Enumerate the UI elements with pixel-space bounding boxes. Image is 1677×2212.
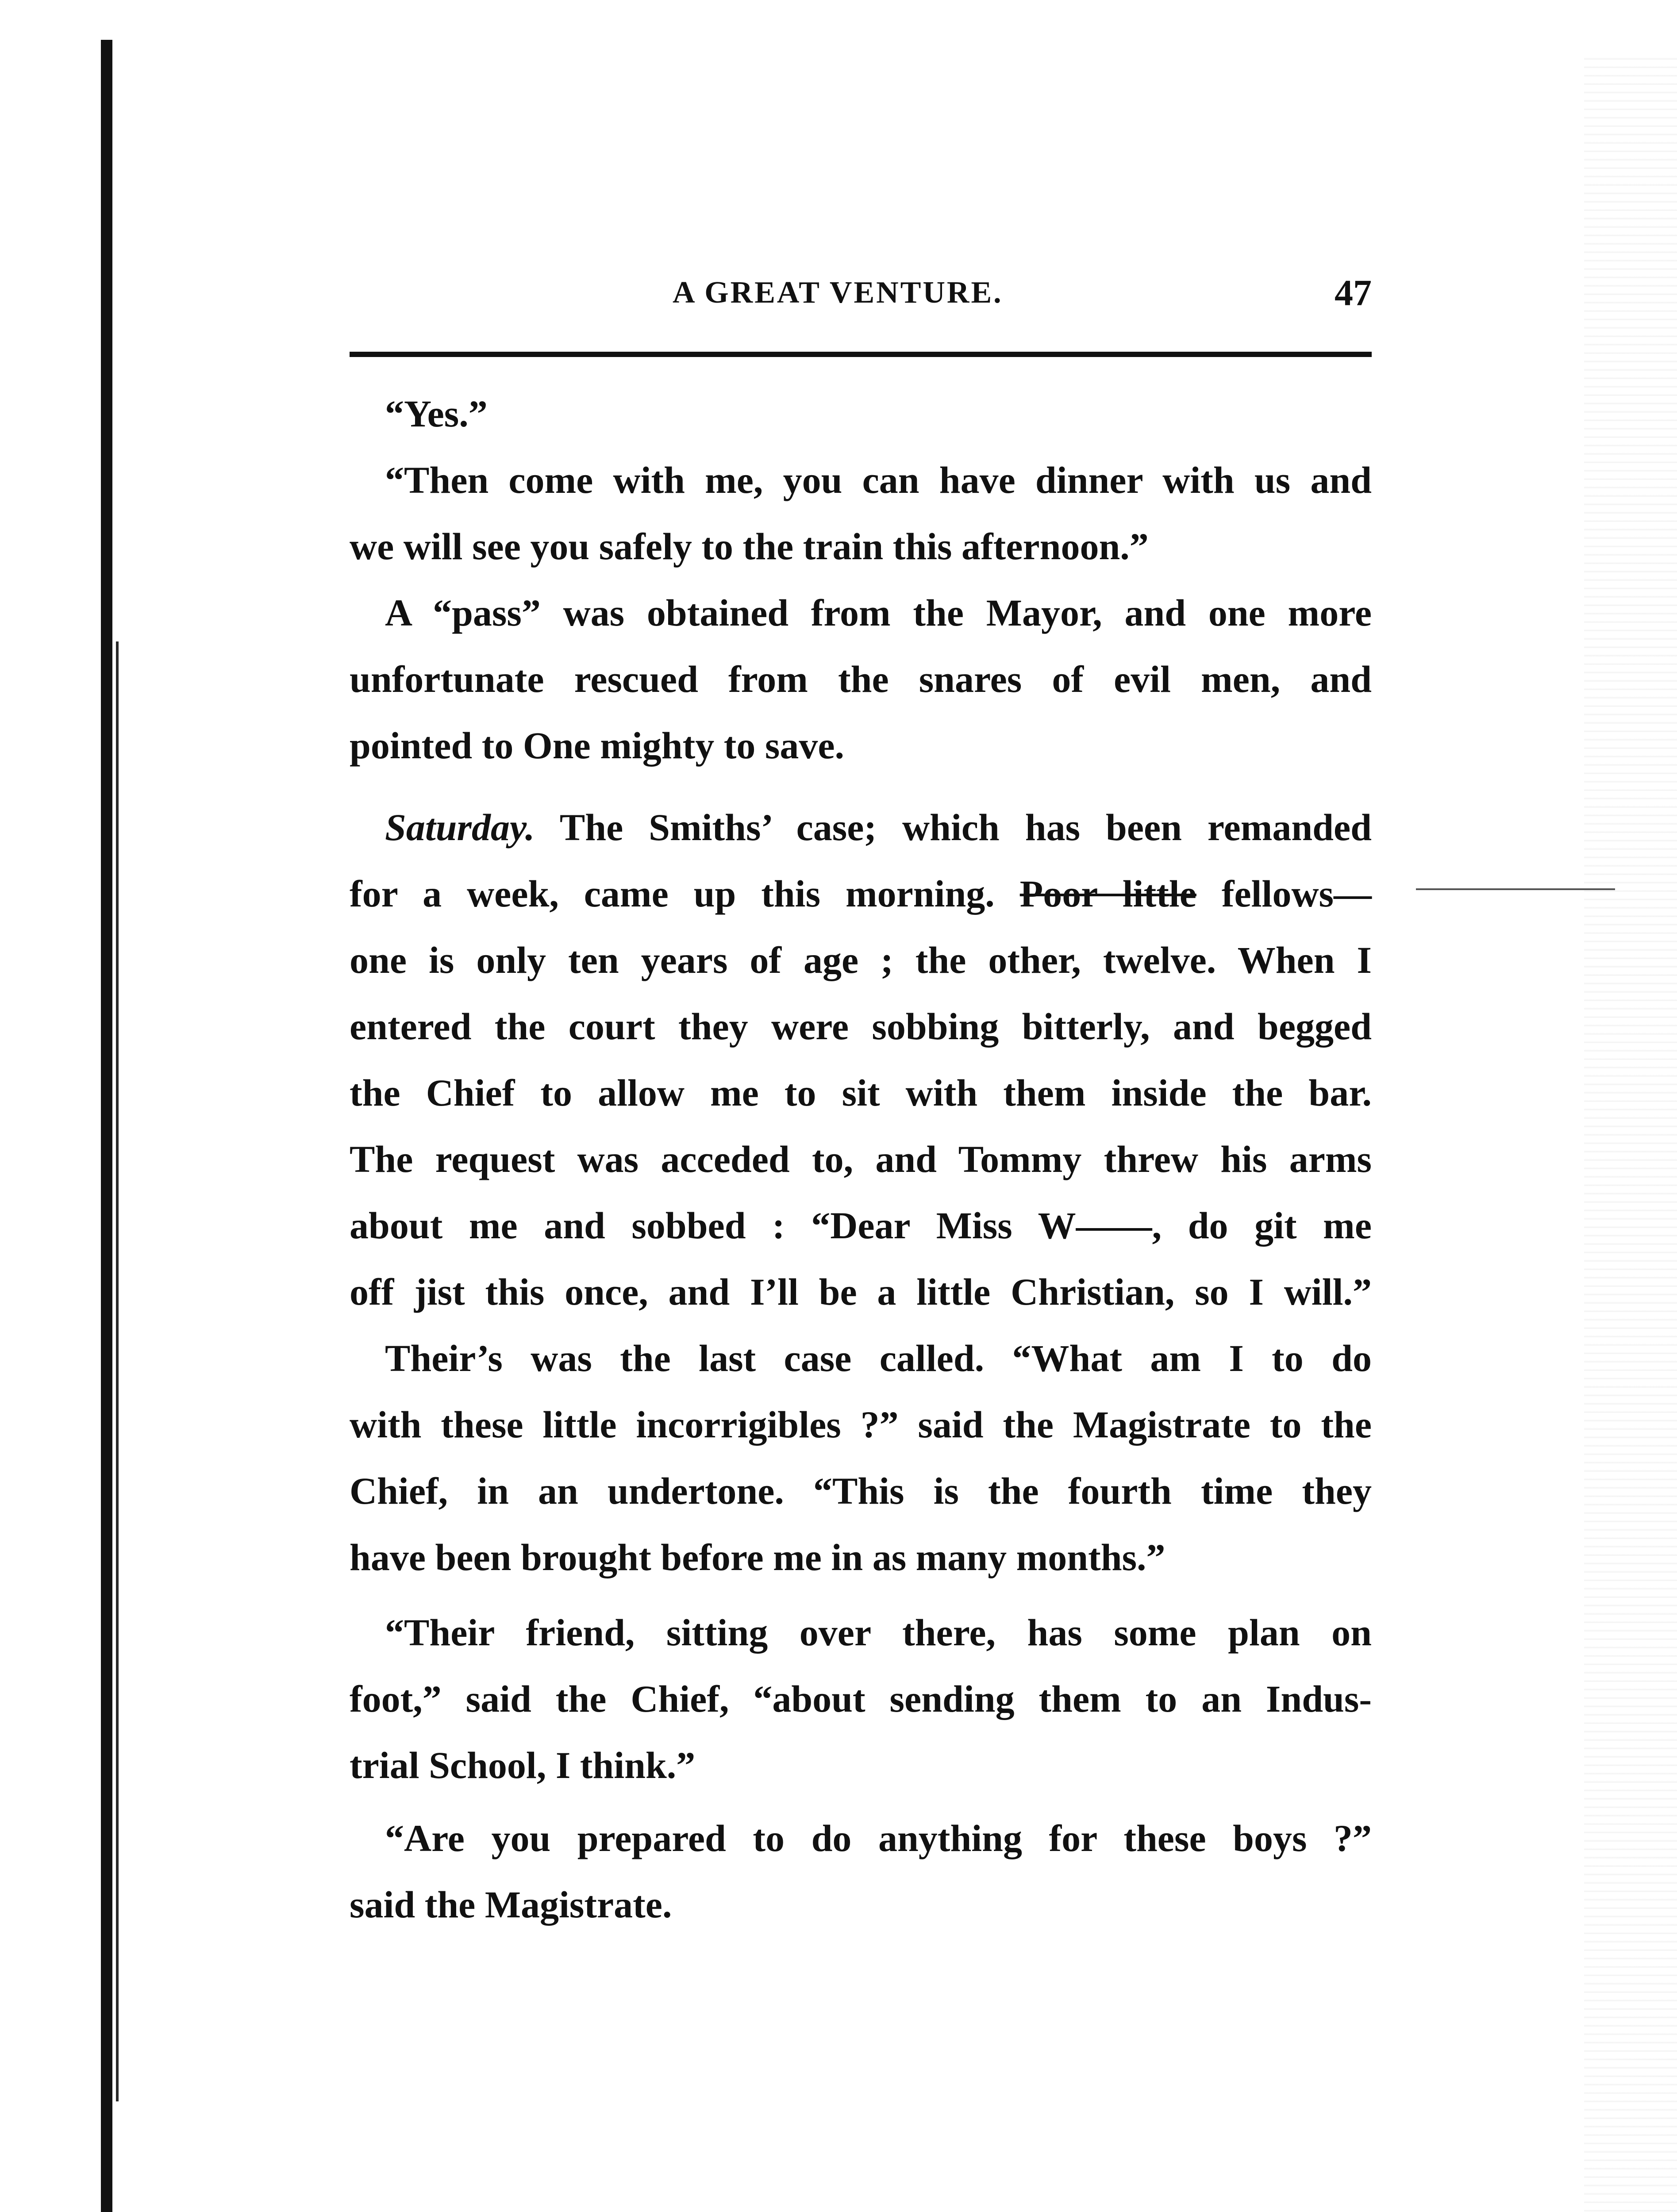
struck-words: Poor little <box>1019 872 1196 915</box>
text-line: off jist this once, and I’ll be a little Christian, so I will.” <box>350 1271 1372 1313</box>
running-title: A GREAT VENTURE. <box>673 276 1003 310</box>
text-line: Chief, in an undertone. “This is the fourth time they <box>350 1470 1372 1512</box>
text-line: “Are you prepared to do anything for these boys ?” <box>385 1817 1372 1859</box>
text-line: The request was acceded to, and Tommy threw his arms <box>350 1138 1372 1180</box>
text-segment: fellows— <box>1221 872 1372 915</box>
text-line: said the Magistrate. <box>350 1883 672 1926</box>
running-head <box>350 270 1372 332</box>
text-line: have been brought before me in as many months.” <box>350 1536 1165 1578</box>
text-line: the Chief to allow me to sit with them inside the bar. <box>350 1071 1372 1114</box>
text-line: about me and sobbed : “Dear Miss W——, do git me <box>350 1204 1372 1247</box>
text-line: entered the court they were sobbing bitterly, and begged <box>350 1005 1372 1048</box>
text-line: trial School, I think.” <box>350 1744 696 1786</box>
text-segment: for a week, came up this morning. <box>350 872 995 915</box>
day-heading: Saturday. <box>385 806 535 849</box>
text-line: A “pass” was obtained from the Mayor, and one more <box>385 591 1372 634</box>
text-line: foot,” said the Chief, “about sending them to an Indus- <box>350 1678 1372 1720</box>
text-line: one is only ten years of age ; the other, twelve. When I <box>350 939 1372 981</box>
saturday-text: The Smiths’ case; which has been remanded <box>559 806 1372 849</box>
text-line: “Then come with me, you can have dinner with us and <box>385 459 1372 501</box>
binding-edge-shadow <box>116 641 119 2101</box>
page-number: 47 <box>1335 273 1372 314</box>
text-line: with these little incorrigibles ?” said the Magistrate to the <box>350 1403 1372 1446</box>
binding-edge <box>101 40 112 2212</box>
text-line: we will see you safely to the train this afternoon.” <box>350 525 1149 568</box>
text-line: “Their friend, sitting over there, has some plan on <box>385 1611 1372 1654</box>
scan-noise-right <box>1584 53 1677 2212</box>
text-line-struck <box>350 860 1372 927</box>
text-line: unfortunate rescued from the snares of evil men, and <box>350 658 1372 700</box>
text-line: pointed to One mighty to save. <box>350 724 844 767</box>
text-line-saturday <box>385 794 1372 860</box>
text-line: Their’s was the last case called. “What am I to do <box>385 1337 1372 1379</box>
margin-rule <box>1416 888 1615 890</box>
text-line: “Yes.” <box>385 392 488 435</box>
header-rule <box>350 352 1372 357</box>
